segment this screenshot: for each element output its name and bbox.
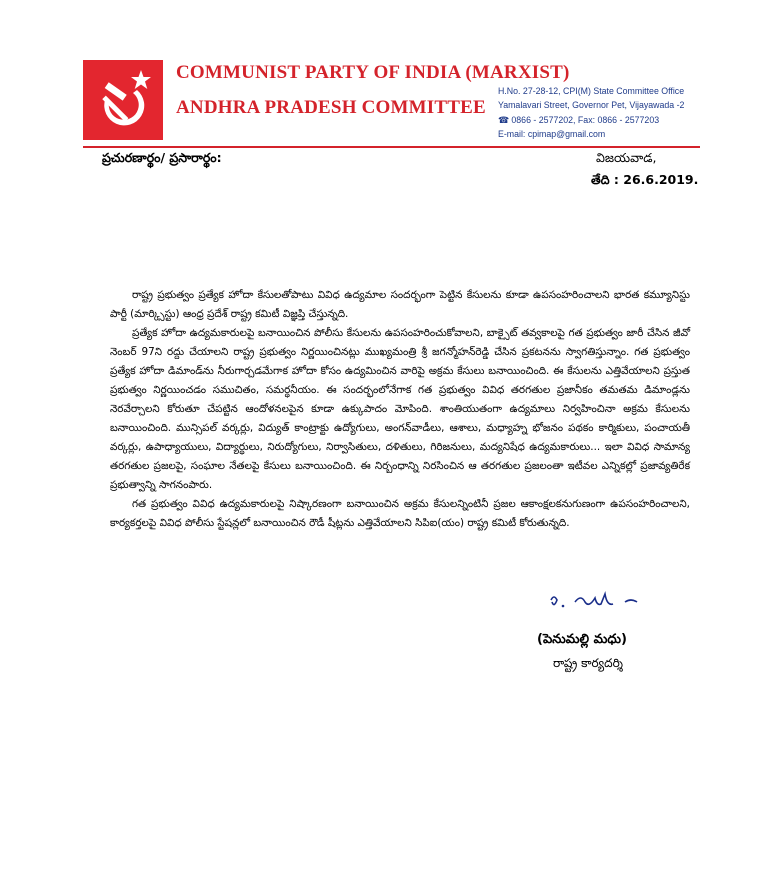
press-release-label: ప్రచురణార్థం/ ప్రసారార్థం: bbox=[102, 150, 222, 165]
office-address bbox=[498, 84, 684, 141]
date-label: తేది : 26.6.2019. bbox=[591, 172, 699, 187]
party-logo bbox=[83, 60, 163, 140]
handwritten-signature bbox=[545, 588, 655, 620]
signatory-designation: రాష్ట్ర కార్యదర్శి bbox=[553, 656, 623, 670]
committee-name: ANDHRA PRADESH COMMITTEE bbox=[176, 97, 486, 118]
address-line: Yamalavari Street, Governor Pet, Vijayawada -2 bbox=[498, 100, 685, 111]
place-label: విజయవాడ, bbox=[596, 150, 657, 165]
letter-body bbox=[110, 286, 690, 533]
phone-line: ☎ 0866 - 2577202, Fax: 0866 - 2577203 bbox=[498, 114, 660, 125]
header-divider bbox=[83, 146, 700, 148]
signatory-name: (పెనుమల్లి మధు) bbox=[537, 632, 627, 647]
party-name: COMMUNIST PARTY OF INDIA (MARXIST) bbox=[176, 62, 570, 83]
email-line: E-mail: cpimap@gmail.com bbox=[498, 128, 606, 139]
paragraph: రాష్ట్ర ప్రభుత్వం ప్రత్యేక హోదా కేసులతోపాటు వివిధ ఉద్యమాల సందర్భంగా పెట్టిన కేసులను కూడా ఉపసంహరించాలని భారత కమ్యూనిస్టు పార్టీ (మార్క్సిస్టు) ఆంధ్ర ప్రదేశ్ రాష్ట్ర కమిటీ విజ్ఞప్తి చేస్తున్నది. bbox=[110, 289, 690, 320]
address-line: H.No. 27-28-12, CPI(M) State Committee Office bbox=[498, 86, 685, 96]
hammer-sickle-star-icon bbox=[83, 60, 163, 140]
paragraph: ప్రత్యేక హోదా ఉద్యమకారులపై బనాయించిన పోలీసు కేసులను ఉపసంహరించుకోవాలని, బాక్సైట్ తవ్వకాలపై గత ప్రభుత్వం జారీ చేసిన జీవో నెంబర్ 97ని రద్దు చేయాలని రాష్ట్ర ప్రభుత్వం నిర్ణయించినట్లు ముఖ్యమంత్రి శ్రీ జగన్మోహన్‌రెడ్డి చేసిన ప్రకటనను స్వాగతిస్తున్నాం. గత ప్రభుత్వం ప్రత్యేక హోదా డిమాండ్‌ను నీరుగార్చడమేగాక హోదా కోసం ఉద్యమించిన వారిపై అక్రమ కేసులు బనాయించింది. ఈ కేసులను ఎత్తివేయాలని ప్రస్తుత ప్రభుత్వం నిర్ణయించడం సముచితం, సమర్థనీయం. ఈ సందర్భంలోనేగాక గత ప్రభుత్వం వివిధ తరగతుల ప్రజానీకం తమతమ డిమాండ్లను నెరవేర్చాలని కోరుతూ చేపట్టిన ఆందోళనలపైన కూడా ఉక్కుపాదం మోపింది. శాంతియుతంగా ఉద్యమాలు నిర్వహించినా అక్రమ కేసులను బనాయించింది. మున్సిపల్ వర్కర్లు, విద్యుత్ కాంట్రాక్టు ఉద్యోగులు, అంగన్‌వాడీలు, ఆశాలు, మధ్యాహ్న భోజనం పథకం కార్మికులు, పంచాయతీ వర్కర్లు, ఉపాధ్యాయులు, విద్యార్థులు, నిరుద్యోగులు, నిర్వాసితులు, దళితులు, గిరిజనులు, మద్యనిషేధ ఉద్యమకారులు... ఇలా వివిధ సామాన్య తరగతుల ప్రజలపై, సంఘాల నేతలపై కేసులు బనాయించింది. ఈ నిర్బంధాన్ని నిరసించిన ఆ తరగతుల ప్రజలంతా ఇటీవల ఎన్నికల్లో ప్రజావ్యతిరేక ప్రభుత్వాన్ని సాగనంపారు. bbox=[110, 327, 690, 491]
paragraph: గత ప్రభుత్వం వివిధ ఉద్యమకారులపై నిష్కారణంగా బనాయించిన అక్రమ కేసులన్నింటినీ ప్రజల ఆకాంక్షలకనుగుణంగా ఉపసంహరించాలని, కార్యకర్తలపై వివిధ పోలీసు స్టేషన్లలో బనాయించిన రౌడీ షీట్లను ఎత్తివేయాలని సిపిఐ(యం) రాష్ట్ర కమిటీ కోరుతున్నది. bbox=[110, 498, 690, 529]
